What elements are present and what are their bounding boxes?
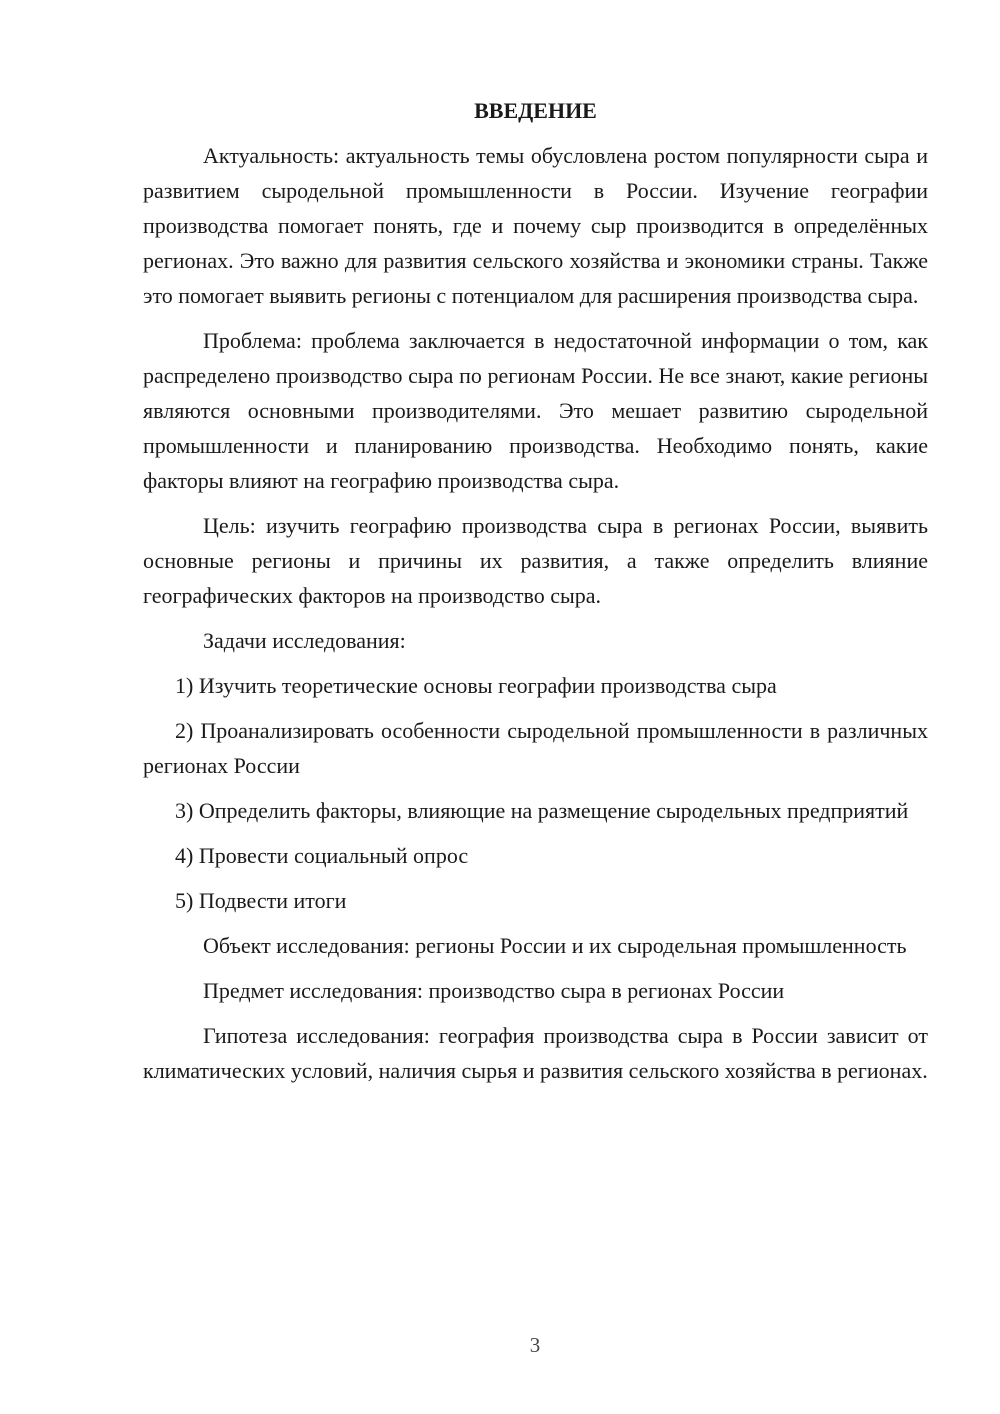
goal-paragraph: Цель: изучить географию производства сыра в регионах России, выявить основные регионы и причины их развития, а также определить влияние географических факторов на производство сыра. — [143, 513, 928, 608]
hypothesis-paragraph: Гипотеза исследования: география производства сыра в России зависит от климатических условий, наличия сырья и развития сельского хозяйства в регионах. — [143, 1023, 928, 1083]
task-item-2: 2) Проанализировать особенности сыродельной промышленности в различных регионах России — [143, 718, 928, 778]
page-number: 3 — [529, 1333, 541, 1357]
relevance-paragraph: Актуальность: актуальность темы обусловлена ростом популярности сыра и развитием сыродельной промышленности в России. Изучение географии производства помогает понять, где и почему сыр производится в определённых регионах. Это важно для развития сельского хозяйства и экономики страны. Также это помогает выявить регионы с потенциалом для расширения производства сыра. — [143, 143, 928, 308]
task-item-4: 4) Провести социальный опрос — [175, 843, 469, 868]
object-paragraph: Объект исследования: регионы России и их сыродельная промышленность — [203, 933, 907, 958]
subject-paragraph: Предмет исследования: производство сыра в регионах России — [203, 978, 785, 1003]
tasks-heading: Задачи исследования: — [203, 628, 406, 653]
page-content — [143, 93, 928, 1098]
task-item-3: 3) Определить факторы, влияющие на размещение сыродельных предприятий — [175, 798, 909, 823]
task-item-1: 1) Изучить теоретические основы географии производства сыра — [175, 673, 777, 698]
problem-paragraph: Проблема: проблема заключается в недостаточной информации о том, как распределено производство сыра по регионам России. Не все знают, какие регионы являются основными производителями. Это мешает развитию сыродельной промышленности и планированию производства. Необходимо понять, какие факторы влияют на географию производства сыра. — [143, 328, 928, 493]
section-title: ВВЕДЕНИЕ — [474, 98, 597, 123]
task-item-5: 5) Подвести итоги — [175, 888, 347, 913]
